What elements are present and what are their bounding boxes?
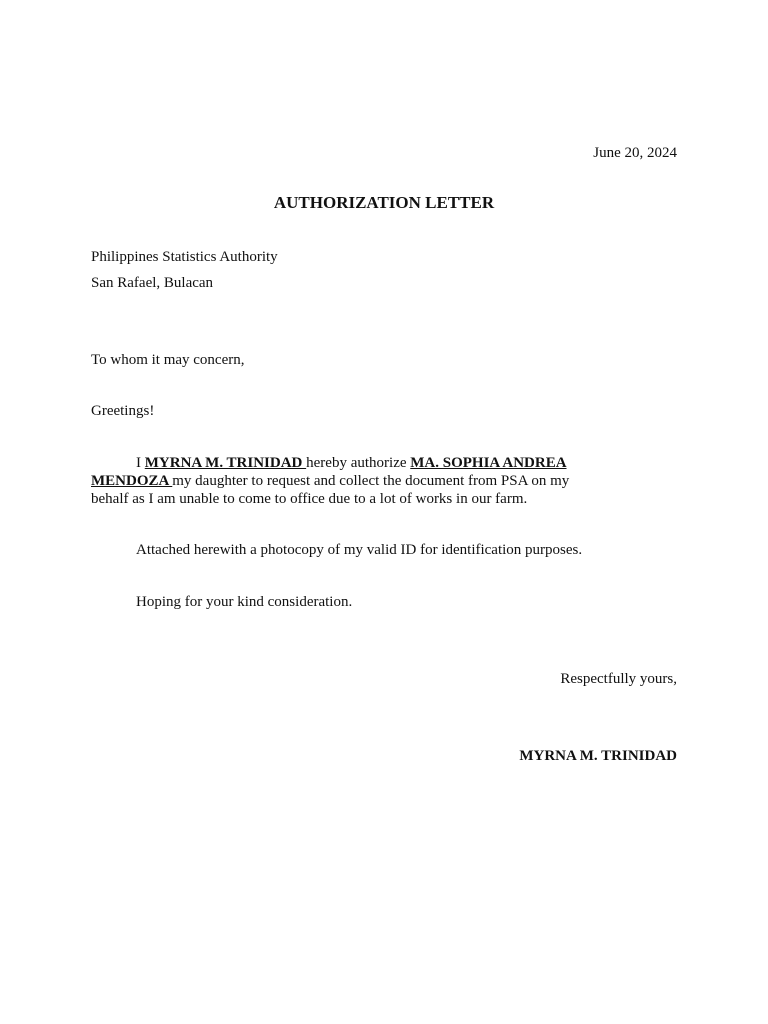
salutation: To whom it may concern, [91,352,245,368]
body-line-3: behalf as I am unable to come to office due to a lot of works in our farm. [91,491,528,507]
body-middle: hereby authorize [306,455,411,471]
greeting: Greetings! [91,403,155,419]
signature-name: MYRNA M. TRINIDAD [519,748,677,764]
consideration-paragraph: Hoping for your kind consideration. [136,594,353,610]
body-paragraph [91,454,677,508]
recipient-address: San Rafael, Bulacan [91,275,214,291]
recipient-organization: Philippines Statistics Authority [91,249,278,265]
authorized-name-part1: MA. SOPHIA ANDREA [410,455,567,471]
body-prefix: I [136,455,145,471]
authorized-name-part2: MENDOZA [91,473,173,489]
letter-title: AUTHORIZATION LETTER [273,193,495,212]
body-line-2 [91,472,677,490]
body-line-1 [91,454,677,472]
authorizer-name: MYRNA M. TRINIDAD [144,455,307,471]
body-line-2-text: my daughter to request and collect the document from PSA on my [172,473,570,489]
closing: Respectfully yours, [560,671,677,687]
letter-date: June 20, 2024 [593,145,677,161]
attachment-paragraph: Attached herewith a photocopy of my valid ID for identification purposes. [136,542,583,558]
